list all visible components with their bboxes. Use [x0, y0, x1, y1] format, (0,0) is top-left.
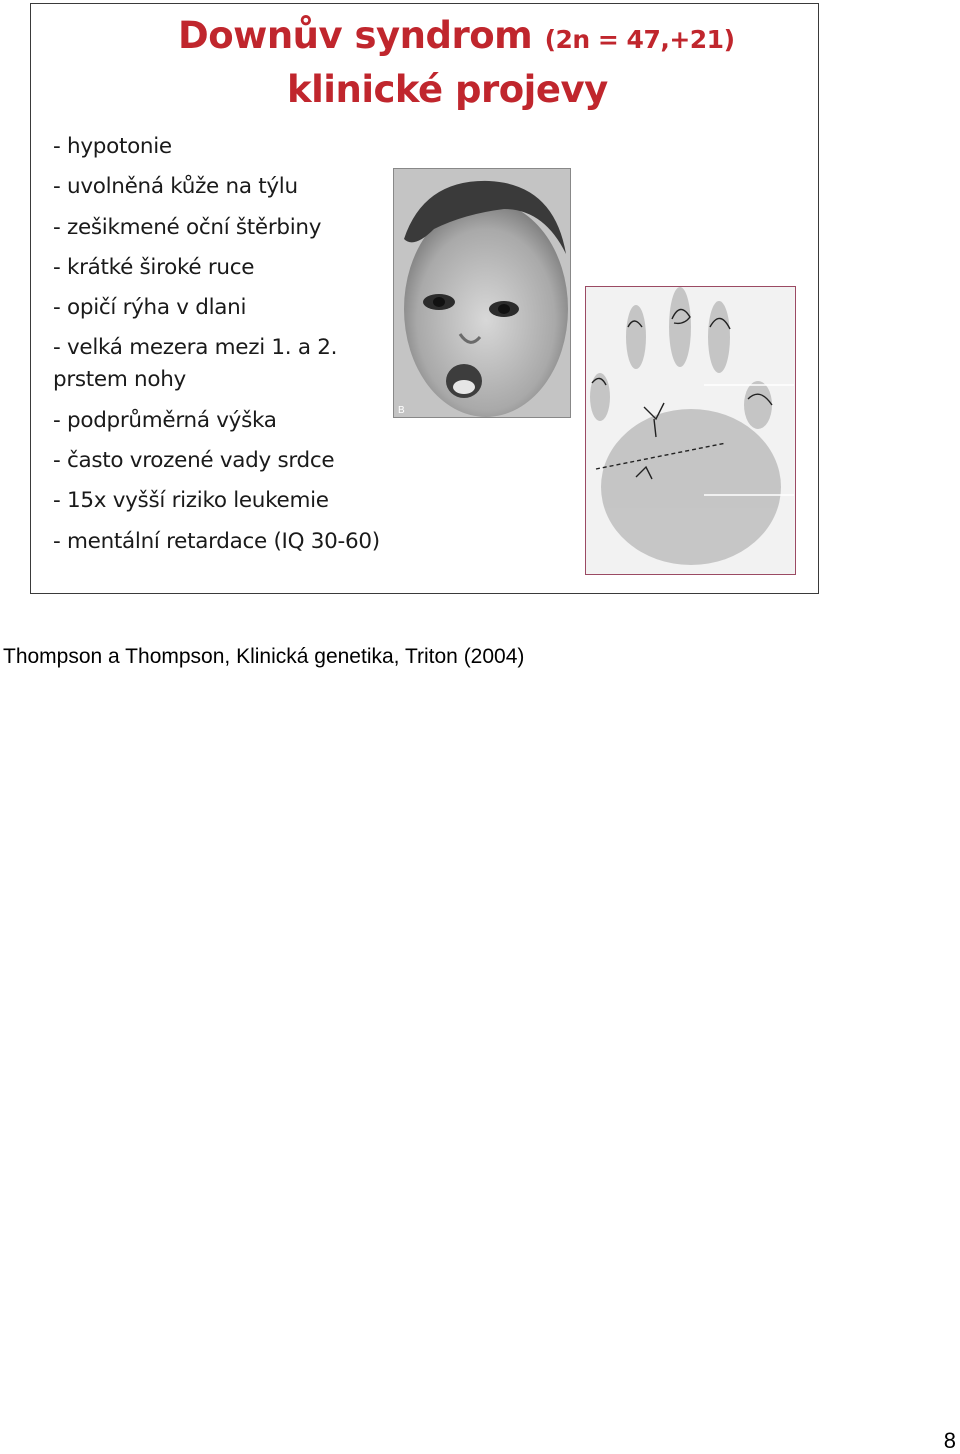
- symptom-item: - zešikmené oční štěrbiny: [53, 214, 322, 240]
- palm-print-image: [585, 286, 796, 575]
- symptom-item: - podprůměrná výška: [53, 407, 277, 433]
- photo-label: B: [398, 405, 405, 416]
- slide-subtitle: klinické projevy: [287, 68, 608, 111]
- baby-face-photo: [393, 168, 571, 418]
- symptom-item: - opičí rýha v dlani: [53, 295, 247, 321]
- source-caption: Thompson a Thompson, Klinická genetika, Triton (2004): [3, 645, 525, 668]
- symptom-item: - 15x vyšší riziko leukemie: [53, 488, 329, 514]
- slide-frame: [30, 3, 819, 594]
- title-karyotype: (2n = 47,+21): [544, 25, 735, 54]
- symptom-item: - hypotonie: [53, 134, 172, 159]
- symptom-item: - mentální retardace (IQ 30-60): [53, 528, 380, 554]
- symptom-list: [53, 131, 413, 566]
- palm-print-illustration: [586, 287, 794, 573]
- symptom-item: - uvolněná kůže na týlu: [53, 174, 298, 200]
- baby-face-illustration: [394, 169, 570, 417]
- symptom-item: - velká mezera mezi 1. a 2. prstem nohy: [53, 335, 338, 393]
- title-main: Downův syndrom: [178, 14, 533, 57]
- symptom-item: - krátké široké ruce: [53, 254, 255, 280]
- symptom-item: - často vrozené vady srdce: [53, 448, 335, 474]
- slide-title: [178, 14, 735, 57]
- page-number: 8: [943, 1428, 956, 1453]
